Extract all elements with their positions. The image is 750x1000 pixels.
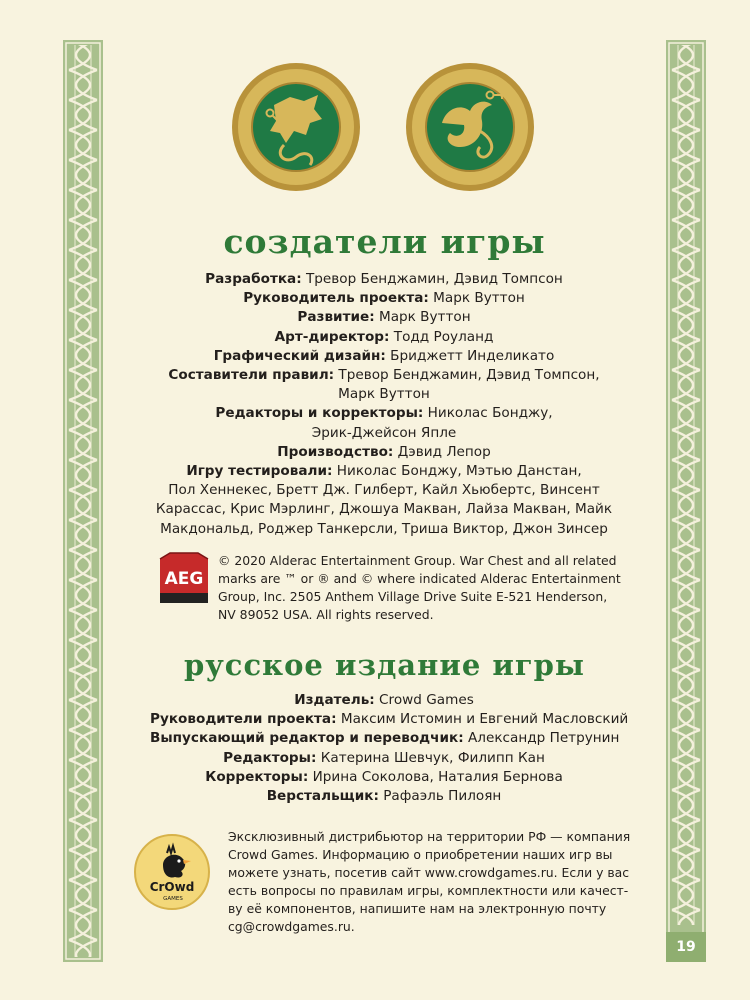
credit-names: Рафаэль Пилоян (378, 788, 502, 805)
distributor-info (228, 828, 648, 936)
distributor-line: Crowd Games. Информацию о приобретении наших игр вы (228, 847, 613, 862)
credit-row (150, 787, 618, 806)
credit-row (150, 289, 618, 308)
credit-row (150, 520, 618, 539)
credit-names: Николас Бонджу, Мэтью Данстан, (332, 463, 582, 480)
credit-names: Максим Истомин и Евгений Масловский (336, 711, 629, 728)
credit-row (150, 443, 618, 462)
credit-role: Составители правил: (168, 367, 335, 384)
credit-names: Александр Петрунин (463, 730, 620, 747)
credit-role: Редакторы: (223, 749, 317, 766)
credit-names: Марк Вуттон (338, 386, 430, 403)
credit-row (150, 404, 618, 423)
credit-row (150, 768, 618, 787)
aeg-logo-icon (158, 551, 210, 605)
credit-row (150, 347, 618, 366)
credit-row (150, 500, 618, 519)
credit-names: Бриджетт Инделикато (385, 347, 555, 364)
credit-row (150, 328, 618, 347)
credit-row (150, 749, 618, 768)
copyright-line: marks are ™ or ® and © where indicated Alderac Entertainment (218, 571, 621, 586)
copyright-line: NV 89052 USA. All rights reserved. (218, 607, 434, 622)
credit-names: Дэвид Лепор (393, 443, 491, 460)
credit-role: Редакторы и корректоры: (215, 405, 424, 422)
credit-row (150, 308, 618, 327)
wolf-coin-icon (230, 61, 362, 193)
raven-coin-icon (404, 61, 536, 193)
distributor-line: можете узнать, посетив сайт www.crowdgames.ru. Если у вас (228, 865, 630, 880)
credit-names: Ирина Соколова, Наталия Бернова (308, 768, 563, 785)
credit-row (150, 385, 618, 404)
copyright-line: © 2020 Alderac Entertainment Group. War Chest and all related (218, 553, 617, 568)
credit-names: Николас Бонджу, (423, 405, 553, 422)
credit-names: Crowd Games (374, 692, 474, 708)
credit-role: Развитие: (297, 309, 375, 326)
credit-role: Руководители проекта: (150, 711, 337, 728)
creators-credits (150, 270, 618, 539)
creators-title: создатели игры (223, 222, 546, 261)
distributor-line: Эксклюзивный дистрибьютор на территории РФ — компания (228, 829, 631, 844)
copyright-notice (218, 552, 648, 624)
credit-names: Марк Вуттон (428, 290, 525, 307)
credit-row (150, 424, 618, 443)
distributor-line: есть вопросы по правилам игры, комплектности или качест- (228, 883, 629, 898)
crowd-logo-subtext: GAMES (163, 896, 183, 902)
credit-names: Тревор Бенджамин, Дэвид Томпсон (301, 271, 563, 287)
credit-role: Выпускающий редактор и переводчик: (150, 730, 464, 747)
credit-role: Руководитель проекта: (243, 290, 429, 307)
credit-names: Макдональд, Роджер Танкерсли, Триша Виктор, Джон Зинсер (160, 520, 608, 537)
left-knot-pattern (63, 40, 103, 962)
russian-edition-title: русское издание игры (183, 648, 586, 682)
credit-role: Графический дизайн: (213, 347, 386, 364)
credit-names: Тодд Роуланд (389, 328, 494, 345)
crowd-games-logo-icon (133, 833, 211, 911)
credit-role: Арт-директор: (274, 328, 390, 345)
left-celtic-border (63, 40, 103, 962)
credit-names: Эрик-Джейсон Япле (311, 424, 457, 441)
credit-role: Игру тестировали: (186, 463, 333, 480)
credit-row (150, 462, 618, 481)
copyright-line: Group, Inc. 2505 Anthem Village Drive Suite E-521 Henderson, (218, 589, 608, 604)
credit-names: Тревор Бенджамин, Дэвид Томпсон, (334, 367, 600, 384)
credit-row (150, 366, 618, 385)
russian-credits (150, 691, 629, 806)
page-number: 19 (666, 932, 706, 962)
credit-row (150, 481, 618, 500)
right-celtic-border (666, 40, 706, 962)
credit-row (150, 729, 618, 748)
credit-role: Разработка: (205, 271, 302, 287)
credit-role: Производство: (277, 443, 394, 460)
credit-names: Карассас, Крис Мэрлинг, Джошуа Макван, Лайза Макван, Майк (155, 501, 613, 518)
credit-role: Корректоры: (205, 768, 309, 785)
crowd-logo-text: CrOwd (149, 880, 195, 894)
credit-role: Верстальщик: (266, 788, 379, 805)
distributor-line: ву её компонентов, напишите нам на электронную почту (228, 901, 607, 916)
credit-names: Катерина Шевчук, Филипп Кан (316, 749, 545, 766)
credit-row (150, 691, 618, 710)
credit-role: Издатель: (294, 692, 375, 708)
right-knot-pattern (666, 40, 706, 962)
credit-names: Пол Хеннекес, Бретт Дж. Гилберт, Кайл Хьюбертс, Винсент (168, 482, 600, 499)
credit-row (150, 710, 629, 729)
credit-row (150, 270, 618, 289)
credit-names: Марк Вуттон (374, 309, 471, 326)
aeg-logo-text: AEG (164, 569, 204, 589)
distributor-line: cg@crowdgames.ru. (228, 919, 355, 934)
